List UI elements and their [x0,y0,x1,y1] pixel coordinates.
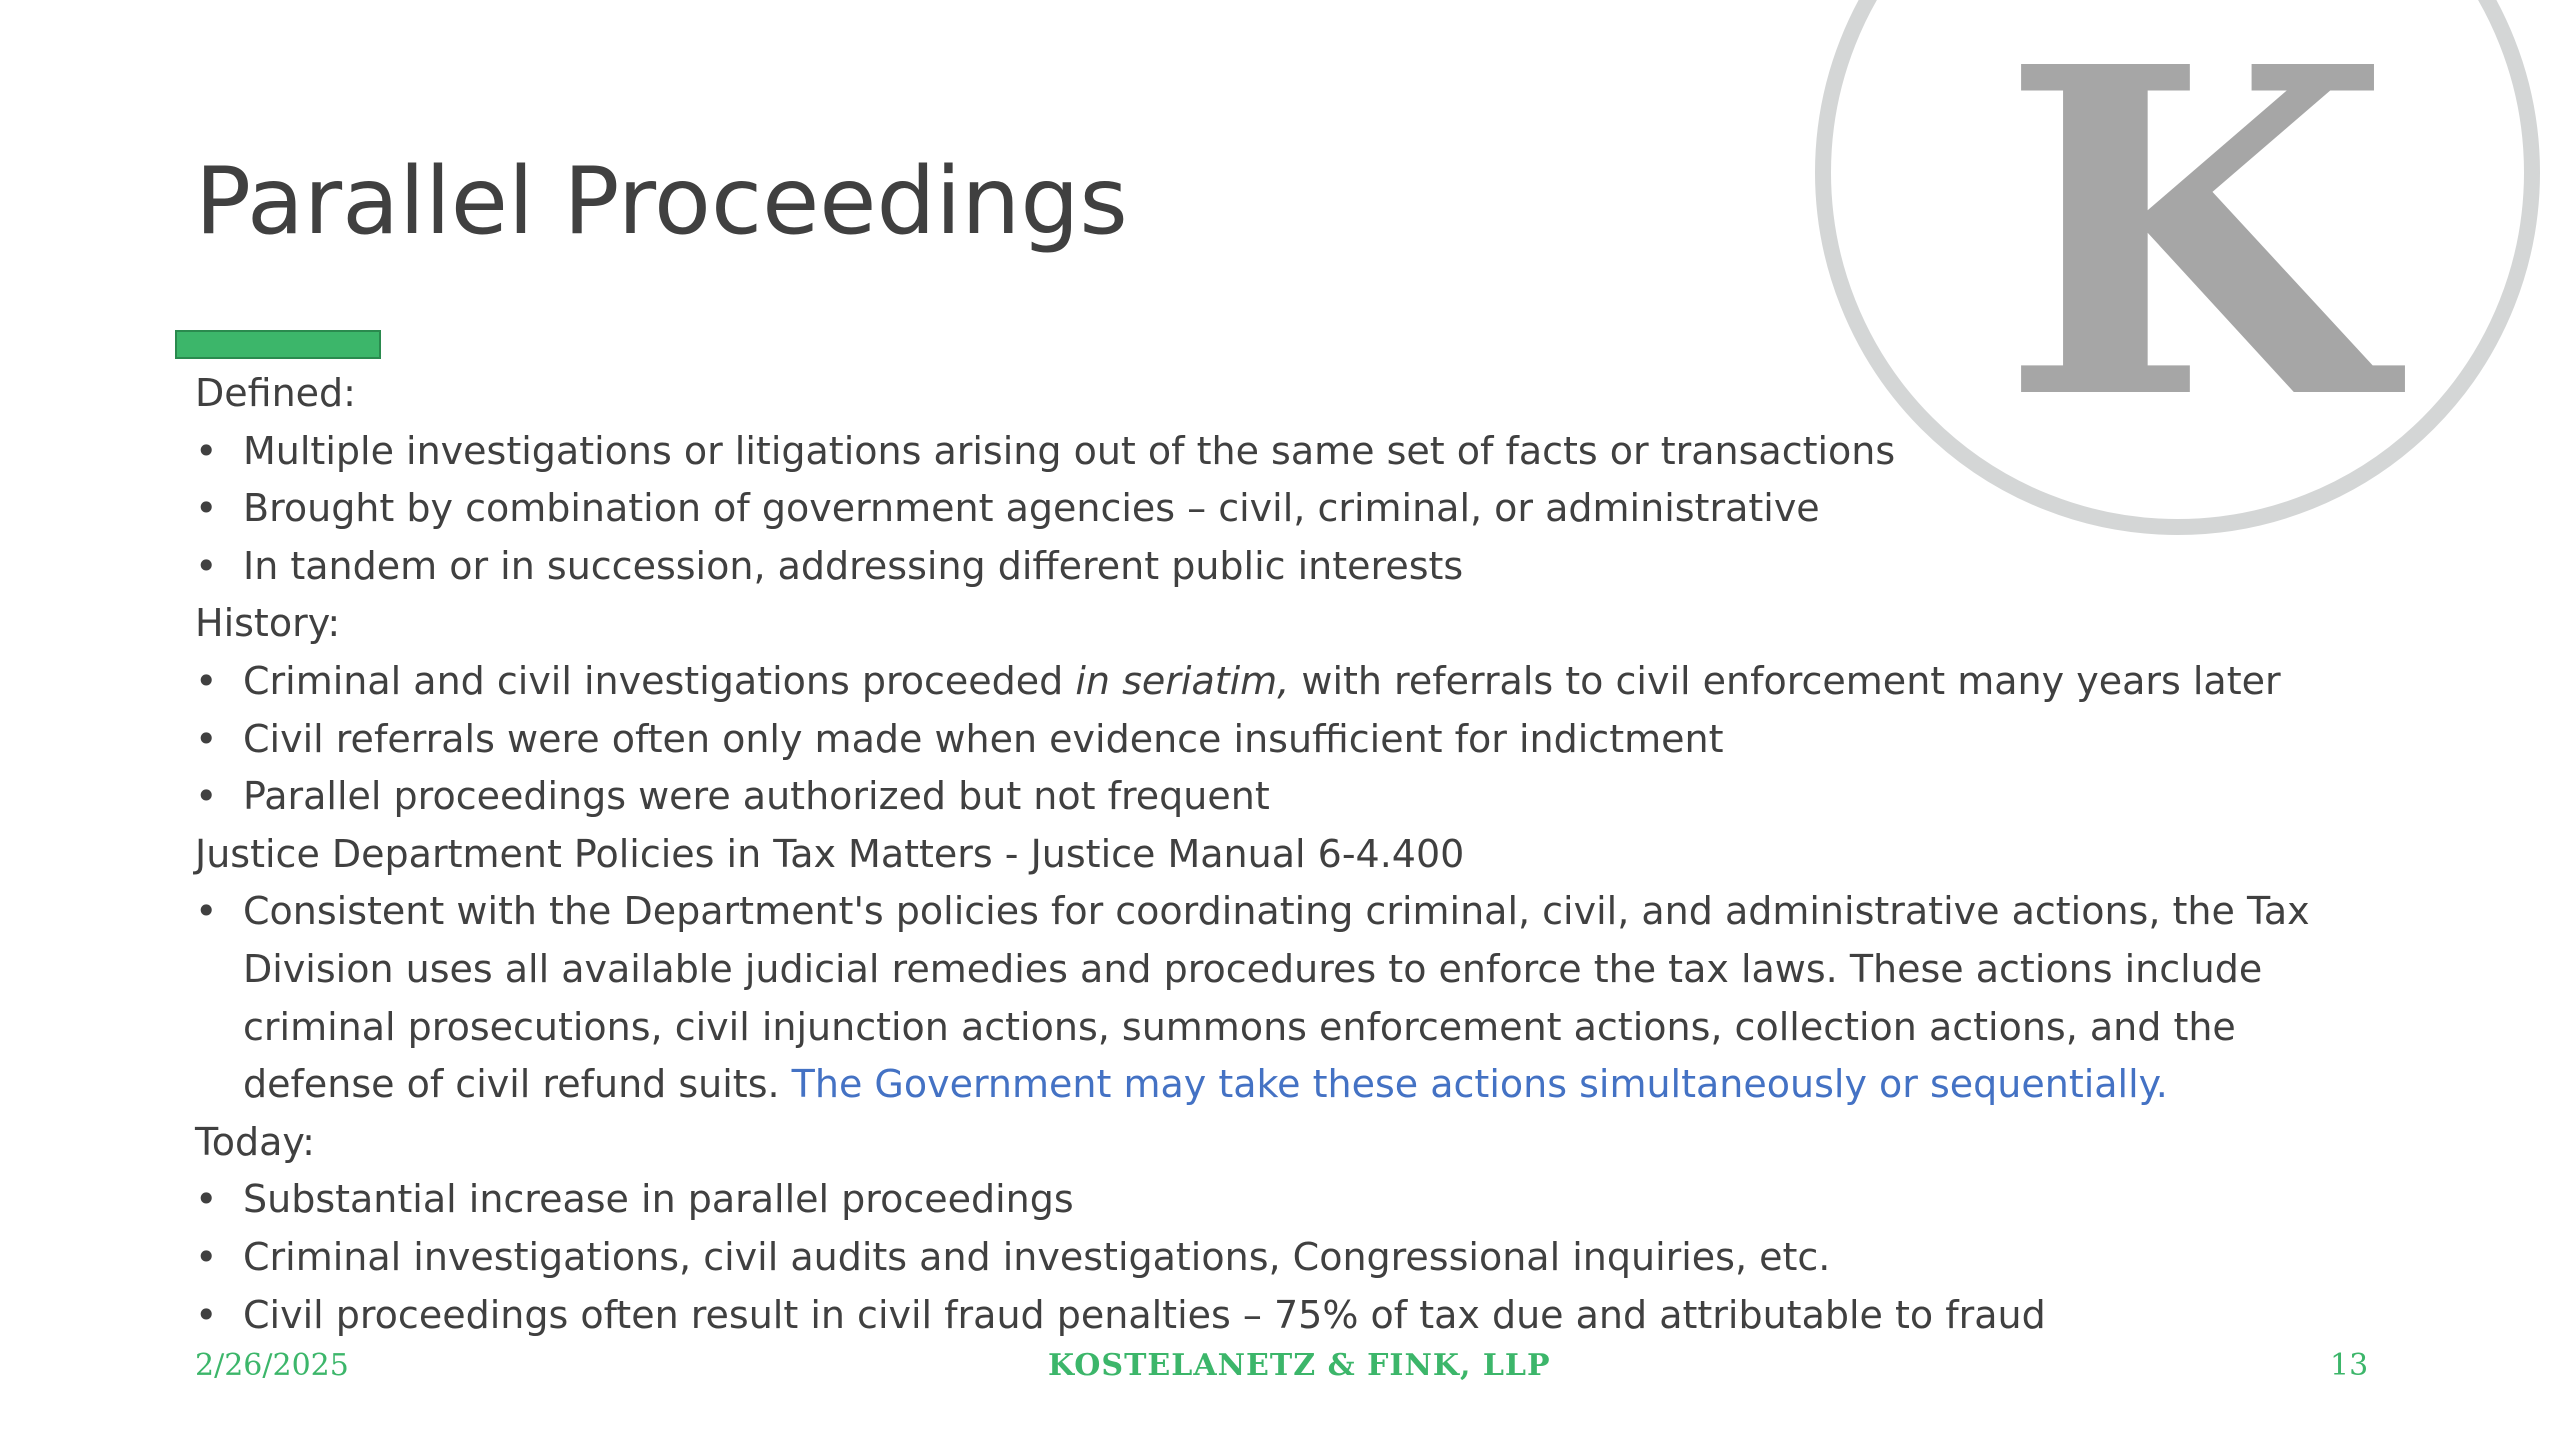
bullet-dot: • [195,658,218,703]
bullet-list-justice [195,883,2395,1113]
bullet-item [195,883,2395,1113]
bullet-item [195,768,2395,826]
bullet-item [195,1287,2395,1345]
bullet-dot: • [195,1234,218,1279]
bullet-item [195,711,2395,769]
bullet-text-italic: in seriatim, [1075,658,1290,703]
slide-content [195,365,2395,1344]
bullet-text: Brought by combination of government agencies – civil, criminal, or administrative [243,486,1820,531]
bullet-list-history [195,653,2395,826]
bullet-text-part: with referrals to civil enforcement many years later [1289,658,2281,703]
bullet-item [195,1229,2395,1287]
bullet-dot: • [195,486,218,531]
bullet-dot: • [195,1292,218,1337]
bullet-text: Civil referrals were often only made when evidence insufficient for indictment [243,716,1724,761]
bullet-item [195,480,2395,538]
bullet-list-today [195,1171,2395,1344]
bullet-dot: • [195,774,218,819]
bullet-text: Criminal investigations, civil audits and investigations, Congressional inquiries, etc. [243,1234,1831,1279]
slide-title: Parallel Proceedings [195,147,1128,255]
bullet-text-part: Criminal and civil investigations proceeded [243,658,1076,703]
bullet-item [195,1171,2395,1229]
bullet-text: Multiple investigations or litigations arising out of the same set of facts or transactions [243,428,1896,473]
section-heading-history: History: [195,601,341,646]
logo-k-letter: K [2000,0,2392,499]
footer-page-number: 13 [2330,1348,2369,1383]
bullet-dot: • [195,1177,218,1222]
section-heading-today: Today: [195,1119,315,1164]
bullet-dot: • [195,716,218,761]
bullet-text: In tandem or in succession, addressing different public interests [243,543,1464,588]
section-heading-defined: Defined: [195,371,356,415]
highlighted-text: The Government may take these actions simultaneously or sequentially. [791,1062,2168,1107]
bullet-dot: • [195,543,218,588]
bullet-item [195,423,2395,481]
footer-firm-name: KOSTELANETZ & FINK, LLP [1048,1348,1551,1383]
footer-date: 2/26/2025 [195,1348,349,1383]
bullet-text: Parallel proceedings were authorized but not frequent [243,774,1270,819]
bullet-item [195,538,2395,596]
section-heading-justice: Justice Department Policies in Tax Matters - Justice Manual 6-4.400 [195,831,1465,876]
bullet-text: Substantial increase in parallel proceedings [243,1177,1074,1222]
bullet-list-defined [195,423,2395,596]
bullet-dot: • [195,889,218,934]
bullet-item [195,653,2395,711]
bullet-text: Consistent with the Department's policies for coordinating criminal, civil, and administrative actions, the Tax Division uses all available judicial remedies and procedures to enforce the tax laws. These actions include criminal prosecutions, civil injunction actions, summons enforcement actions, collection actions, and the defense of civil refund suits. [243,889,2310,1107]
title-accent-bar [175,330,381,359]
bullet-dot: • [195,428,218,473]
bullet-text: Civil proceedings often result in civil fraud penalties – 75% of tax due and attributable to fraud [243,1292,2046,1337]
